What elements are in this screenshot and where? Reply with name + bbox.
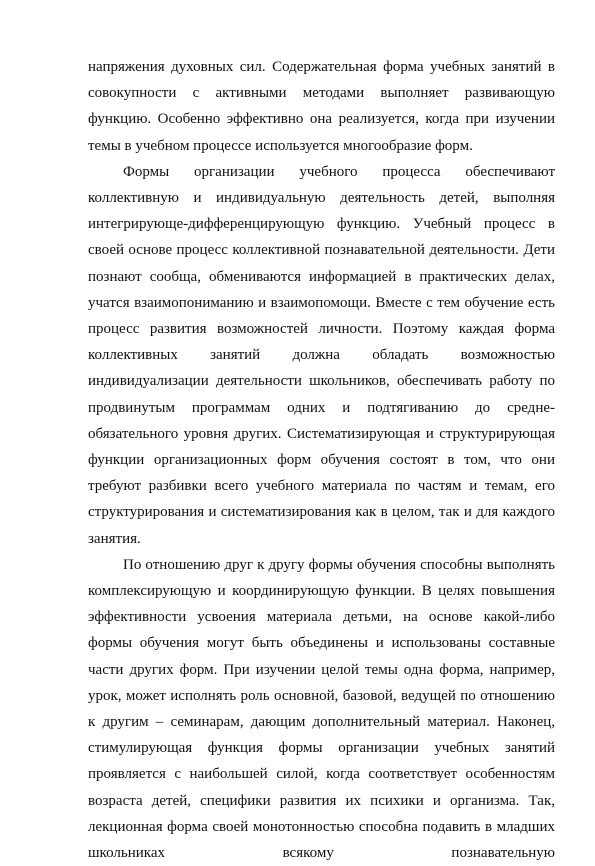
body-text: [88, 54, 555, 866]
paragraph-3: По отношению друг к другу формы обучения способны выполнять комплексирующую и координирующую функции. В целях повышения эффективности усвоения материала детьми, на основе какой-либо формы обучения могут быть объединены и использованы составные части других форм. При изучении целой темы одна форма, например, урок, может исполнять роль основной, базовой, ведущей по отношению к другим – семинарам, дающим дополнительный материал. Наконец, стимулирующая функция формы организации учебных занятий проявляется с наибольшей силой, когда соответствует особенностям возраста детей, специфики развития их психики и организма. Так, лекционная форма своей монотонностью способна подавить в младших школьниках всякому познавательную: [88, 556, 555, 862]
paragraph-2: Формы организации учебного процесса обеспечивают коллективную и индивидуальную деятельность детей, выполняя интегрирующе-дифференцирующую функцию. Учебный процесс в своей основе процесс коллективной познавательной деятельности. Дети познают сообща, обмениваются информацией в практических делах, учатся взаимопониманию и взаимопомощи. Вместе с тем обучение есть процесс развития возможностей личности. Поэтому каждая форма коллективных занятий должна обладать возможностью индивидуализации деятельности школьников, обеспечивать работу по продвинутым программам одних и подтягиванию до средне-обязательного уровня других. Систематизирующая и структурирующая функции организационных форм обучения состоят в том, что они требуют разбивки всего учебного материала по частям и темам, его структурирования и систематизирования как в целом, так и для каждого занятия.: [88, 163, 555, 547]
paragraph-1: напряжения духовных сил. Содержательная форма учебных занятий в совокупности с активными методами выполняет развивающую функцию. Особенно эффективно она реализуется, когда при изучении темы в учебном процессе используется многообразие форм.: [88, 59, 555, 154]
